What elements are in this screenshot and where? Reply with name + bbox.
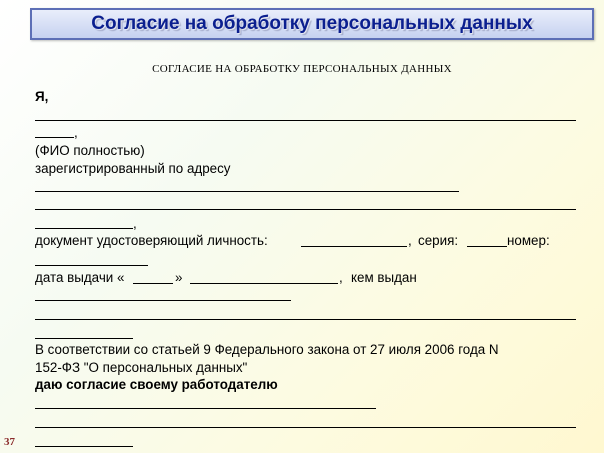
- number-field: [35, 265, 148, 266]
- name-hint: (ФИО полностью): [35, 143, 145, 158]
- slide-title-box: [30, 8, 594, 40]
- issued-by-field-line-1: [35, 300, 291, 301]
- issue-day-field: [133, 283, 173, 284]
- issue-date-comma: ,: [339, 270, 343, 285]
- id-doc-label: документ удостоверяющий личность:: [35, 233, 268, 248]
- intro-text: Я,: [35, 89, 49, 104]
- consent-text: даю согласие своему работодателю: [35, 377, 278, 392]
- name-comma: ,: [74, 125, 78, 140]
- address-field-line-1: [35, 191, 459, 192]
- address-comma: ,: [133, 216, 137, 231]
- employer-field-line-3: [35, 446, 133, 447]
- registered-label: зарегистрированный по адресу: [35, 161, 231, 176]
- issued-by-label: кем выдан: [351, 270, 417, 285]
- issued-by-field-line-3: [35, 338, 133, 339]
- series-field: [467, 246, 507, 247]
- name-field-line-2: [35, 137, 74, 138]
- address-field-line-3: [35, 228, 133, 229]
- slide-number: 37: [4, 436, 15, 448]
- name-field-line-1: [35, 120, 576, 121]
- employer-field-line-1: [35, 408, 376, 409]
- issued-by-field-line-2: [35, 319, 576, 320]
- law-text-line-1: В соответствии со статьей 9 Федерального закона от 27 июля 2006 года N: [35, 342, 499, 357]
- series-label: серия:: [418, 233, 459, 248]
- form-heading: СОГЛАСИЕ НА ОБРАБОТКУ ПЕРСОНАЛЬНЫХ ДАННЫХ: [152, 63, 452, 75]
- slide-title: Согласие на обработку персональных данных: [91, 13, 533, 34]
- id-doc-field: [301, 246, 407, 247]
- address-field-line-2: [35, 209, 576, 210]
- issue-date-close: »: [175, 270, 183, 285]
- law-text-line-2: 152-ФЗ "О персональных данных": [35, 360, 248, 375]
- id-doc-comma: ,: [408, 233, 412, 248]
- number-label: номер:: [507, 233, 550, 248]
- issue-date-label: дата выдачи «: [35, 270, 125, 285]
- employer-field-line-2: [35, 427, 576, 428]
- issue-month-year-field: [190, 283, 338, 284]
